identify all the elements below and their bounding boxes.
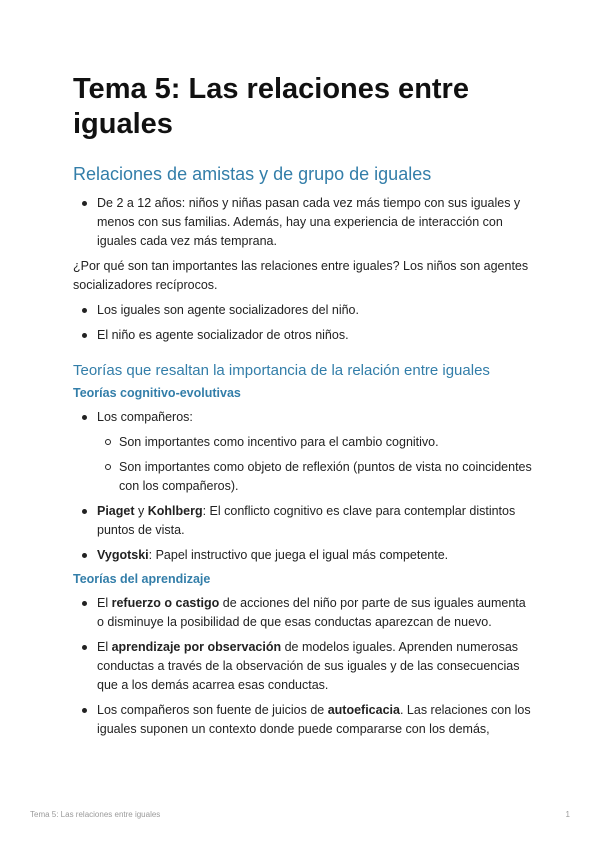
- page-footer: [30, 810, 570, 819]
- bold-term-kohlberg: Kohlberg: [147, 504, 203, 518]
- sublist-item: Son importantes como incentivo para el cambio cognitivo.: [119, 433, 535, 452]
- list-item: De 2 a 12 años: niños y niñas pasan cada vez más tiempo con sus iguales y menos con sus familias. Además, hay una experiencia de interacción con iguales cada vez más temprana.: [97, 194, 535, 251]
- document-page: [73, 72, 535, 745]
- list-item: [97, 408, 535, 496]
- list-item-text: : El conflicto cognitivo es clave para contemplar distintos puntos de vista.: [97, 504, 516, 537]
- list-item: El niño es agente socializador de otros niños.: [97, 326, 535, 345]
- bold-term-piaget: Piaget: [97, 504, 135, 518]
- page-number: 1: [565, 810, 570, 819]
- page-title: Tema 5: Las relaciones entre iguales: [73, 73, 469, 140]
- list-item: [97, 701, 535, 739]
- list-item-text: y: [134, 504, 148, 518]
- section-heading-friendship: Relaciones de amistas y de grupo de iguales: [73, 164, 432, 184]
- cognitive-sublist: [97, 433, 535, 496]
- list-item: [97, 638, 535, 695]
- friendship-list-1: [73, 194, 535, 251]
- footer-title: Tema 5: Las relaciones entre iguales: [30, 810, 161, 819]
- bold-term-aprendizaje: aprendizaje por observación: [111, 640, 282, 654]
- bold-term-autoeficacia: autoeficacia: [327, 703, 400, 717]
- list-item-text: Los compañeros son fuente de juicios de: [97, 703, 328, 717]
- list-item: [97, 502, 535, 540]
- section-heading-theories: Teorías que resaltan la importancia de la relación entre iguales: [73, 362, 490, 379]
- learning-list: [73, 594, 535, 739]
- list-item-text: de acciones del niño por parte de sus iguales aumenta o disminuye la posibilidad de que esas conductas aparezcan de nuevo.: [97, 596, 526, 629]
- list-item: [97, 546, 535, 565]
- subheading-cognitive: Teorías cognitivo-evolutivas: [73, 386, 241, 400]
- list-item-text: El: [97, 596, 112, 610]
- friendship-list-2: [73, 301, 535, 345]
- sublist-item: Son importantes como objeto de reflexión (puntos de vista no coincidentes con los compañeros).: [119, 458, 535, 496]
- list-item-text: Los compañeros:: [97, 410, 193, 424]
- paragraph-why-important: ¿Por qué son tan importantes las relaciones entre iguales? Los niños son agentes socializadores recíprocos.: [73, 259, 529, 292]
- list-item: [97, 594, 535, 632]
- list-item-text: El: [97, 640, 112, 654]
- list-item: Los iguales son agente socializadores del niño.: [97, 301, 535, 320]
- bold-term-refuerzo: refuerzo o castigo: [111, 596, 220, 610]
- list-item-text: : Papel instructivo que juega el igual más competente.: [148, 548, 449, 562]
- list-item-text: . Las relaciones con los iguales suponen un contexto donde puede compararse con los demás,: [97, 703, 531, 736]
- subheading-learning: Teorías del aprendizaje: [73, 572, 211, 586]
- cognitive-list: [73, 408, 535, 565]
- list-item-text: de modelos iguales. Aprenden numerosas conductas a través de la observación de sus iguales y de las consecuencias que a los demás acarrea esas conductas.: [97, 640, 520, 692]
- bold-term-vygotski: Vygotski: [97, 548, 149, 562]
